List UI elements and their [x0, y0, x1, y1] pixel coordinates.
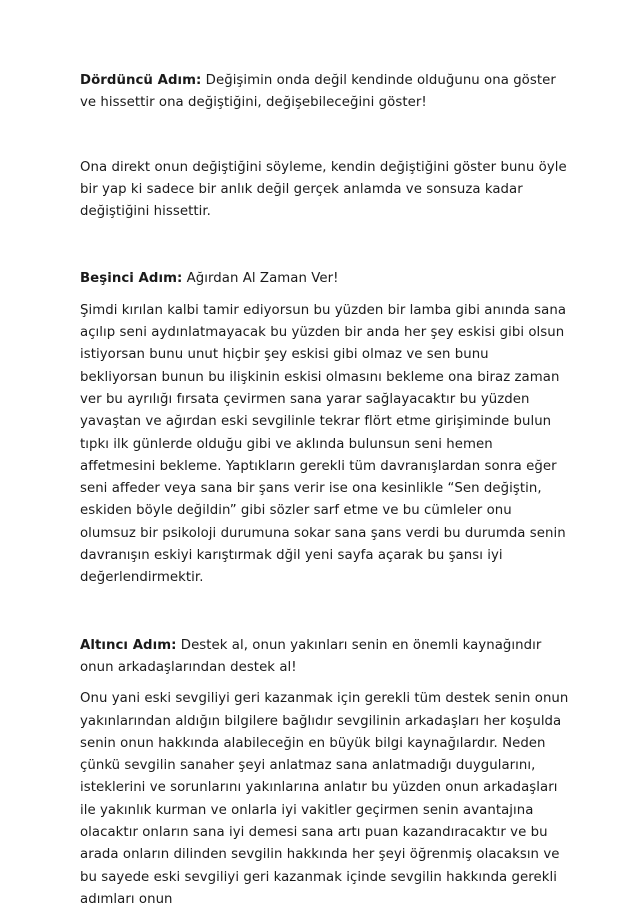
spacer	[80, 115, 570, 157]
step-6-title-text: Destek al, onun yakınları senin en önemli kaynağındır onun arkadaşlarından destek al!	[80, 637, 542, 675]
step-6-paragraph	[80, 635, 570, 680]
spacer	[80, 291, 570, 300]
spacer	[80, 590, 570, 635]
step-5-body: Şimdi kırılan kalbi tamir ediyorsun bu yüzden bir lamba gibi anında sana açılıp seni aydınlatmayacak bu yüzden bir anda her şey eskisi gibi olsun istiyorsan bunu unut hiçbir şey eskisi gibi olmaz ve sen bunu bekliyorsan bunun bu ilişkinin eskisi olmasını bekleme ona biraz zaman ver bu ayrılığı fırsata çevirmen sana yarar sağlayacaktır bu yüzden yavaştan ve ağırdan eski sevgilinle tekrar flört etme girişiminde bulun tıpkı ilk günlerde olduğu gibi ve aklında bulunsun seni hemen affetmesini bekleme. Yaptıkların gerekli tüm davranışlardan sonra eğer seni affeder veya sana bir şans verir ise ona kesinlikle “Sen değiştin, eskiden böyle değildin” gibi sözler sarf etme ve bu cümleler onu olumsuz bir psikoloji durumuna sokar sana şans verdi bu durumda senin davranışın eskiyi karıştırmak dğil yeni sayfa açarak bu şansı iyi değerlendirmektir.	[80, 302, 567, 586]
step-4-paragraph	[80, 70, 570, 115]
step-4-heading: Dördüncü Adım:	[80, 73, 202, 88]
spacer	[80, 223, 570, 268]
step-5-title-text: Ağırdan Al Zaman Ver!	[182, 271, 339, 287]
step-6-heading: Altıncı Adım:	[80, 637, 177, 653]
step-6-body: Onu yani eski sevgiliyi geri kazanmak için gerekli tüm destek senin onun yakınlarından aldığın bilgilere bağlıdır sevgilinin arkadaşları her koşulda senin onun hakkında alabileceğin en büyük bilgi kaynağılardır. Neden çünkü sevgilin sanaher şeyi anlatmaz sana anlatmadığı duygularını, isteklerini ve sorunlarını yakınlarına anlatır bu yüzden onun arkadaşları ile yakınlık kurman ve onlarla iyi vakitler geçirmen senin avantajına olacaktır onların sana iyi demesi sana artı puan kazandıracaktır ve bu arada onların dilinden sevgilin hakkında her şeyi öğrenmiş olacaksın ve bu sayede eski sevgiliyi geri kazanmak içinde sevgilin hakkında gerekli adımları onun	[80, 691, 569, 907]
spacer	[80, 679, 570, 688]
step-4-body: Ona direkt onun değiştiğini söyleme, kendin değiştiğini göster bunu öyle bir yap ki sadece bir anlık değil gerçek anlamda ve sonsuza kadar değiştiğini hissettir.	[80, 159, 567, 220]
step-5-paragraph	[80, 268, 570, 290]
document-page	[80, 70, 570, 911]
step-4-title-text: Değişimin onda değil kendinde olduğunu ona göster ve hissettir ona değiştiğini, değişebileceğini göster!	[80, 73, 556, 111]
step-5-heading: Beşinci Adım:	[80, 271, 183, 287]
